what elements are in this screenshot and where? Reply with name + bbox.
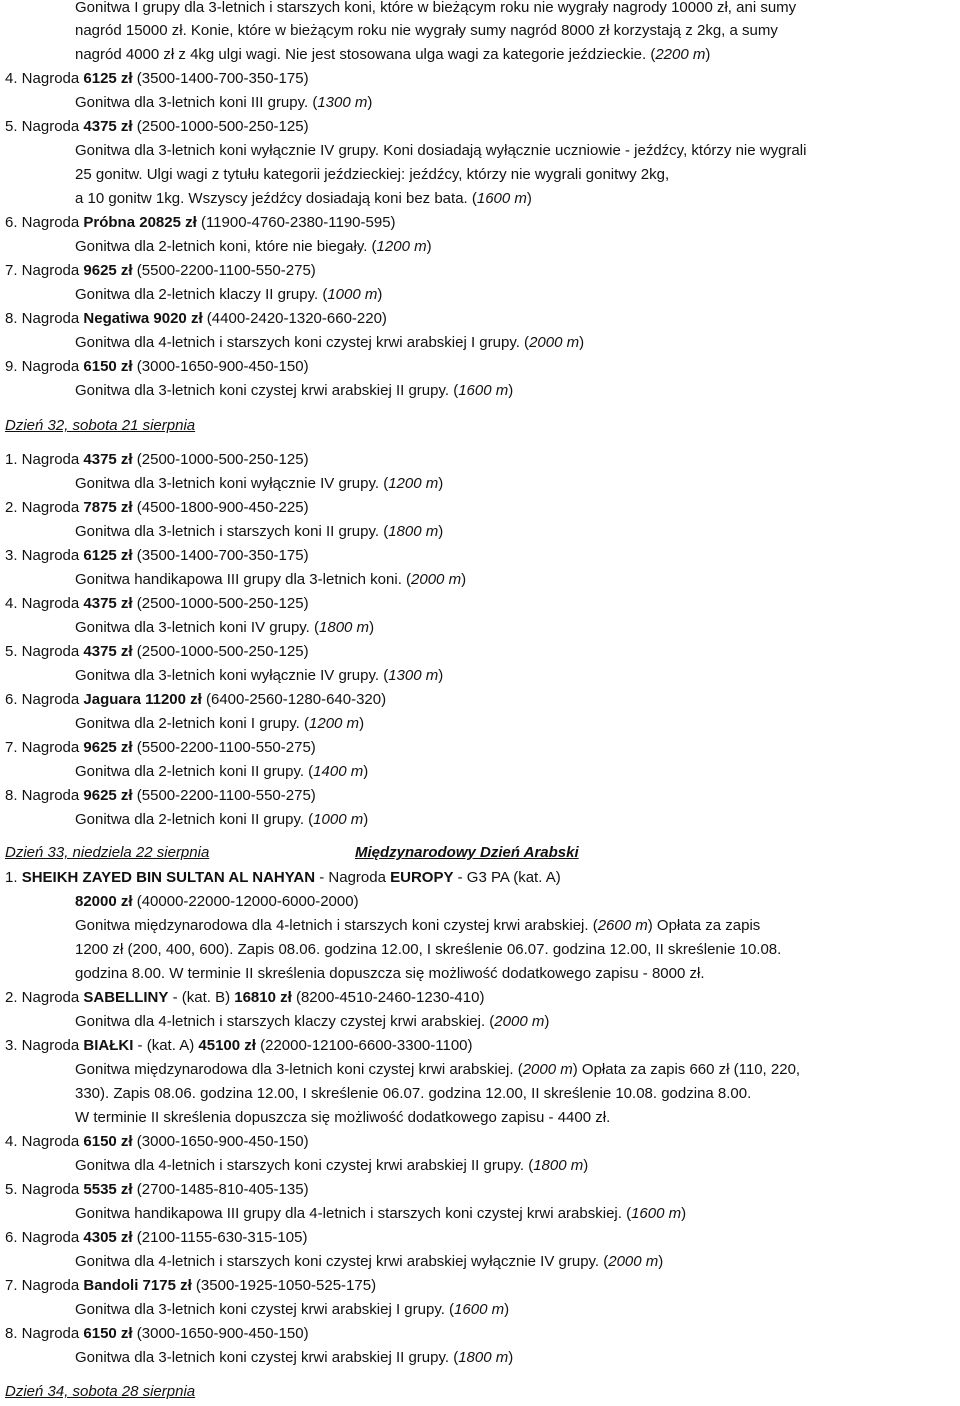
text-run: 8. Nagroda <box>5 1325 84 1342</box>
text-emphasis: Dzień 34, sobota 28 sierpnia <box>5 1383 196 1400</box>
text-run: ) <box>363 763 369 780</box>
document-line <box>5 69 309 89</box>
text-run: (5500-2200-1100-550-275) <box>132 739 316 756</box>
document-line <box>75 1084 751 1104</box>
text-run: 6. Nagroda <box>5 214 84 231</box>
text-emphasis: 1400 m <box>313 763 364 780</box>
text-emphasis: 2000 m <box>529 334 580 351</box>
text-run: ) <box>367 94 373 111</box>
text-run: 7. Nagroda <box>5 1277 84 1294</box>
document-line <box>75 618 374 638</box>
document-line <box>5 357 309 377</box>
text-run: (4400-2420-1320-660-220) <box>202 310 387 327</box>
document-line <box>5 498 309 518</box>
text-run: (2500-1000-500-250-125) <box>132 451 309 468</box>
document-line <box>75 1012 549 1032</box>
text-run: Gonitwa dla 4-letnich i starszych koni czystej krwi arabskiej wyłącznie IV grupy. ( <box>75 1253 609 1270</box>
text-run: ) <box>508 382 514 399</box>
document-line <box>75 714 364 734</box>
document-line <box>75 940 781 960</box>
text-emphasis: 6125 zł <box>83 547 133 564</box>
text-run: Gonitwa handikapowa III grupy dla 3-letnich koni. ( <box>75 571 412 588</box>
text-run: 2. Nagroda <box>5 499 84 516</box>
text-emphasis: 4305 zł <box>83 1229 133 1246</box>
text-run: (22000-12100-6600-3300-1100) <box>255 1037 473 1054</box>
text-run: Gonitwa międzynarodowa dla 3-letnich koni czystej krwi arabskiej. ( <box>75 1061 523 1078</box>
text-run: 7. Nagroda <box>5 739 84 756</box>
text-emphasis: 1600 m <box>458 382 509 399</box>
text-run: Gonitwa I grupy dla 3-letnich i starszych koni, które w bieżącym roku nie wygrały nagrody 10000 zł, ani sumy <box>75 0 797 16</box>
text-emphasis: 1000 m <box>313 811 364 828</box>
text-run: (5500-2200-1100-550-275) <box>132 262 316 279</box>
text-run: (2500-1000-500-250-125) <box>132 118 309 135</box>
text-emphasis: EUROPY <box>390 869 454 886</box>
text-run: (4500-1800-900-450-225) <box>132 499 309 516</box>
day33-title: Międzynarodowy Dzień Arabski <box>355 844 579 861</box>
text-emphasis: BIAŁKI <box>83 1037 134 1054</box>
document-line <box>5 594 309 614</box>
text-run: 8. Nagroda <box>5 787 84 804</box>
text-run: 9. Nagroda <box>5 358 84 375</box>
text-emphasis: 2000 m <box>411 571 462 588</box>
text-run: 330). Zapis 08.06. godzina 12.00, I skreślenie 06.07. godzina 12.00, II skreślenie 10.08. godzina 8.00. <box>75 1085 752 1102</box>
document-line <box>75 1252 663 1272</box>
text-run: ) <box>438 667 444 684</box>
text-run: Gonitwa dla 4-letnich i starszych koni czystej krwi arabskiej II grupy. ( <box>75 1157 534 1174</box>
text-run: 5. Nagroda <box>5 643 84 660</box>
text-emphasis: Negatiwa 9020 zł <box>83 310 203 327</box>
text-emphasis: 1200 m <box>376 238 427 255</box>
text-emphasis: SHEIKH ZAYED BIN SULTAN AL NAHYAN <box>21 869 316 886</box>
text-run: 5. Nagroda <box>5 1181 84 1198</box>
document-line <box>75 916 760 936</box>
text-run: (3000-1650-900-450-150) <box>132 1325 309 1342</box>
text-run: ) <box>363 811 369 828</box>
text-run: (3500-1400-700-350-175) <box>132 547 309 564</box>
document-line <box>75 189 532 209</box>
document-line <box>75 474 443 494</box>
text-emphasis: 1300 m <box>388 667 439 684</box>
text-run: godzina 8.00. W terminie II skreślenia dopuszcza się możliwość dodatkowego zapisu - 8000 zł. <box>75 965 705 982</box>
text-run: 2. Nagroda <box>5 989 84 1006</box>
text-run: ) <box>359 715 365 732</box>
text-emphasis: 16810 zł <box>234 989 292 1006</box>
text-run: ) <box>504 1301 510 1318</box>
text-run: 3. Nagroda <box>5 547 84 564</box>
document-line <box>75 21 778 41</box>
document-line <box>5 1180 309 1200</box>
text-run: Gonitwa dla 2-letnich koni I grupy. ( <box>75 715 310 732</box>
document-line <box>75 810 368 830</box>
text-run: 25 gonitw. Ulgi wagi z tytułu kategorii jeździeckiej: jeźdźcy, którzy nie wygrali gonitwy 2kg, <box>75 166 670 183</box>
document-line <box>75 93 372 113</box>
document-line <box>5 261 316 281</box>
text-run: 3. Nagroda <box>5 1037 84 1054</box>
day33-heading: Dzień 33, niedziela 22 sierpnia <box>5 844 210 861</box>
text-run: Gonitwa dla 4-letnich i starszych klaczy czystej krwi arabskiej. ( <box>75 1013 495 1030</box>
text-run: ) <box>438 475 444 492</box>
text-emphasis: 9625 zł <box>83 787 133 804</box>
text-run: 4. Nagroda <box>5 70 84 87</box>
document-line <box>5 546 309 566</box>
text-run: Gonitwa dla 3-letnich koni III grupy. ( <box>75 94 318 111</box>
document-line <box>75 1156 588 1176</box>
document-line <box>5 1324 309 1344</box>
text-run: ) <box>579 334 585 351</box>
text-run: ) <box>526 190 532 207</box>
text-run: 5. Nagroda <box>5 118 84 135</box>
document-line <box>75 1300 509 1320</box>
document-line <box>75 237 432 257</box>
document-line <box>75 1348 513 1368</box>
text-emphasis: SABELLINY <box>83 989 169 1006</box>
text-run: ) <box>377 286 383 303</box>
text-run: ) <box>461 571 467 588</box>
text-emphasis: 1000 m <box>327 286 378 303</box>
document-line <box>5 1228 307 1248</box>
text-emphasis: 2000 m <box>608 1253 659 1270</box>
text-emphasis: 45100 zł <box>198 1037 256 1054</box>
document-line <box>5 1382 195 1402</box>
document-line <box>5 642 309 662</box>
text-run: - (kat. B) <box>168 989 235 1006</box>
text-run: - Nagroda <box>315 869 391 886</box>
text-run: (3500-1925-1050-525-175) <box>191 1277 377 1294</box>
document-line <box>5 1276 376 1296</box>
text-run: ) <box>508 1349 514 1366</box>
text-run: Gonitwa dla 2-letnich koni II grupy. ( <box>75 763 314 780</box>
text-run: (40000-22000-12000-6000-2000) <box>132 893 359 910</box>
text-emphasis: 6150 zł <box>83 1325 133 1342</box>
text-emphasis: 1800 m <box>533 1157 584 1174</box>
text-emphasis: 2000 m <box>522 1061 573 1078</box>
text-emphasis: 6125 zł <box>83 70 133 87</box>
document-line <box>75 0 796 18</box>
text-emphasis: 1300 m <box>317 94 368 111</box>
document-line <box>5 416 195 436</box>
text-emphasis: Bandoli 7175 zł <box>83 1277 192 1294</box>
text-run: ) <box>426 238 432 255</box>
text-emphasis: 2200 m <box>655 46 706 63</box>
document-line <box>75 570 466 590</box>
text-emphasis: 6150 zł <box>83 358 133 375</box>
text-run: 1. Nagroda <box>5 451 84 468</box>
text-run: 7. Nagroda <box>5 262 84 279</box>
text-emphasis: 4375 zł <box>83 643 133 660</box>
text-run: (3000-1650-900-450-150) <box>132 358 309 375</box>
text-run: (3000-1650-900-450-150) <box>132 1133 309 1150</box>
text-emphasis: 82000 zł <box>75 893 133 910</box>
text-run: Gonitwa dla 2-letnich klaczy II grupy. ( <box>75 286 328 303</box>
text-run: 4. Nagroda <box>5 1133 84 1150</box>
document-line <box>75 45 710 65</box>
text-run: Gonitwa dla 3-letnich koni wyłącznie IV grupy. ( <box>75 667 389 684</box>
text-run: ) <box>681 1205 687 1222</box>
text-emphasis: 1600 m <box>631 1205 682 1222</box>
text-run: (2500-1000-500-250-125) <box>132 643 309 660</box>
document-line <box>75 1060 800 1080</box>
document-line <box>75 666 443 686</box>
document-line <box>5 1132 309 1152</box>
text-emphasis: 5535 zł <box>83 1181 133 1198</box>
text-run: Gonitwa dla 4-letnich i starszych koni czystej krwi arabskiej I grupy. ( <box>75 334 530 351</box>
text-run: ) <box>583 1157 589 1174</box>
text-run: ) Opłata za zapis <box>647 917 761 934</box>
text-run: Gonitwa handikapowa III grupy dla 4-letnich i starszych koni czystej krwi arabskiej. ( <box>75 1205 632 1222</box>
text-run: Gonitwa międzynarodowa dla 4-letnich i starszych koni czystej krwi arabskiej. ( <box>75 917 598 934</box>
text-emphasis: 9625 zł <box>83 739 133 756</box>
text-run: Gonitwa dla 2-letnich koni II grupy. ( <box>75 811 314 828</box>
document-line <box>5 309 387 329</box>
document-line <box>75 333 584 353</box>
text-run: Gonitwa dla 2-letnich koni, które nie biegały. ( <box>75 238 377 255</box>
text-emphasis: 9625 zł <box>83 262 133 279</box>
text-run: ) <box>369 619 375 636</box>
text-run: ) <box>658 1253 664 1270</box>
text-run: nagród 4000 zł z 4kg ulgi wagi. Nie jest stosowana ulga wagi za kategorie jeździeckie. ( <box>75 46 656 63</box>
text-run: Gonitwa dla 3-letnich koni wyłącznie IV grupy. Koni dosiadają wyłącznie uczniowie - jeźdźcy, którzy nie wygrali <box>75 142 807 159</box>
document-line <box>5 117 309 137</box>
text-run: 8. Nagroda <box>5 310 84 327</box>
document-line <box>5 786 316 806</box>
text-emphasis: 7875 zł <box>83 499 133 516</box>
text-emphasis: 4375 zł <box>83 451 133 468</box>
text-emphasis: 6150 zł <box>83 1133 133 1150</box>
text-run: ) <box>544 1013 550 1030</box>
text-emphasis: Próbna 20825 zł <box>83 214 197 231</box>
document-line <box>5 213 396 233</box>
text-run: 6. Nagroda <box>5 1229 84 1246</box>
text-run: 1. <box>5 869 22 886</box>
text-run: 6. Nagroda <box>5 691 84 708</box>
text-emphasis: 2600 m <box>597 917 648 934</box>
text-emphasis: 4375 zł <box>83 118 133 135</box>
document-line <box>5 868 561 888</box>
text-run: ) <box>438 523 444 540</box>
text-run: 1200 zł (200, 400, 600). Zapis 08.06. godzina 12.00, I skreślenie 06.07. godzina 12.00, II skreślenie 10.08. <box>75 941 782 958</box>
document-line <box>5 738 316 758</box>
document-line <box>75 964 704 984</box>
document-line <box>75 141 806 161</box>
document-line <box>75 892 359 912</box>
text-run: ) <box>705 46 711 63</box>
text-run: Gonitwa dla 3-letnich koni czystej krwi arabskiej II grupy. ( <box>75 382 459 399</box>
document-line <box>75 285 382 305</box>
text-run: - G3 PA (kat. A) <box>453 869 561 886</box>
text-run: ) Opłata za zapis 660 zł (110, 220, <box>572 1061 801 1078</box>
document-line <box>5 690 386 710</box>
text-run: (6400-2560-1280-640-320) <box>201 691 387 708</box>
text-emphasis: Jaguara 11200 zł <box>83 691 202 708</box>
document-line <box>5 450 309 470</box>
text-run: a 10 gonitw 1kg. Wszyscy jeźdźcy dosiadają koni bez bata. ( <box>75 190 477 207</box>
document-line <box>75 381 513 401</box>
text-emphasis: 2000 m <box>494 1013 545 1030</box>
document-line <box>5 988 484 1008</box>
text-run: (3500-1400-700-350-175) <box>132 70 309 87</box>
document-line <box>75 165 669 185</box>
text-run: Gonitwa dla 3-letnich koni IV grupy. ( <box>75 619 320 636</box>
text-run: (2500-1000-500-250-125) <box>132 595 309 612</box>
text-run: Gonitwa dla 3-letnich koni czystej krwi arabskiej I grupy. ( <box>75 1301 455 1318</box>
document-line <box>5 1036 473 1056</box>
text-emphasis: 1600 m <box>476 190 527 207</box>
text-run: - (kat. A) <box>133 1037 199 1054</box>
text-run: (8200-4510-2460-1230-410) <box>291 989 485 1006</box>
text-emphasis: 1600 m <box>454 1301 505 1318</box>
text-emphasis: 1200 m <box>388 475 439 492</box>
document-line <box>75 522 443 542</box>
document-line <box>75 762 368 782</box>
text-run: 4. Nagroda <box>5 595 84 612</box>
text-run: Gonitwa dla 3-letnich koni czystej krwi arabskiej II grupy. ( <box>75 1349 459 1366</box>
text-run: nagród 15000 zł. Konie, które w bieżącym roku nie wygrały sumy nagród 8000 zł korzystają z 2kg, a sumy <box>75 22 778 39</box>
text-run: (11900-4760-2380-1190-595) <box>196 214 396 231</box>
text-emphasis: Dzień 32, sobota 21 sierpnia <box>5 417 196 434</box>
text-emphasis: 4375 zł <box>83 595 133 612</box>
document-line <box>75 1204 686 1224</box>
document-line <box>75 1108 610 1128</box>
text-emphasis: 1200 m <box>309 715 360 732</box>
text-run: (2100-1155-630-315-105) <box>132 1229 308 1246</box>
text-run: (5500-2200-1100-550-275) <box>132 787 316 804</box>
text-run: Gonitwa dla 3-letnich koni wyłącznie IV grupy. ( <box>75 475 389 492</box>
text-run: W terminie II skreślenia dopuszcza się możliwość dodatkowego zapisu - 4400 zł. <box>75 1109 611 1126</box>
text-emphasis: 1800 m <box>458 1349 509 1366</box>
text-emphasis: 1800 m <box>388 523 439 540</box>
text-run: (2700-1485-810-405-135) <box>132 1181 309 1198</box>
text-run: Gonitwa dla 3-letnich i starszych koni II grupy. ( <box>75 523 389 540</box>
text-emphasis: 1800 m <box>319 619 370 636</box>
